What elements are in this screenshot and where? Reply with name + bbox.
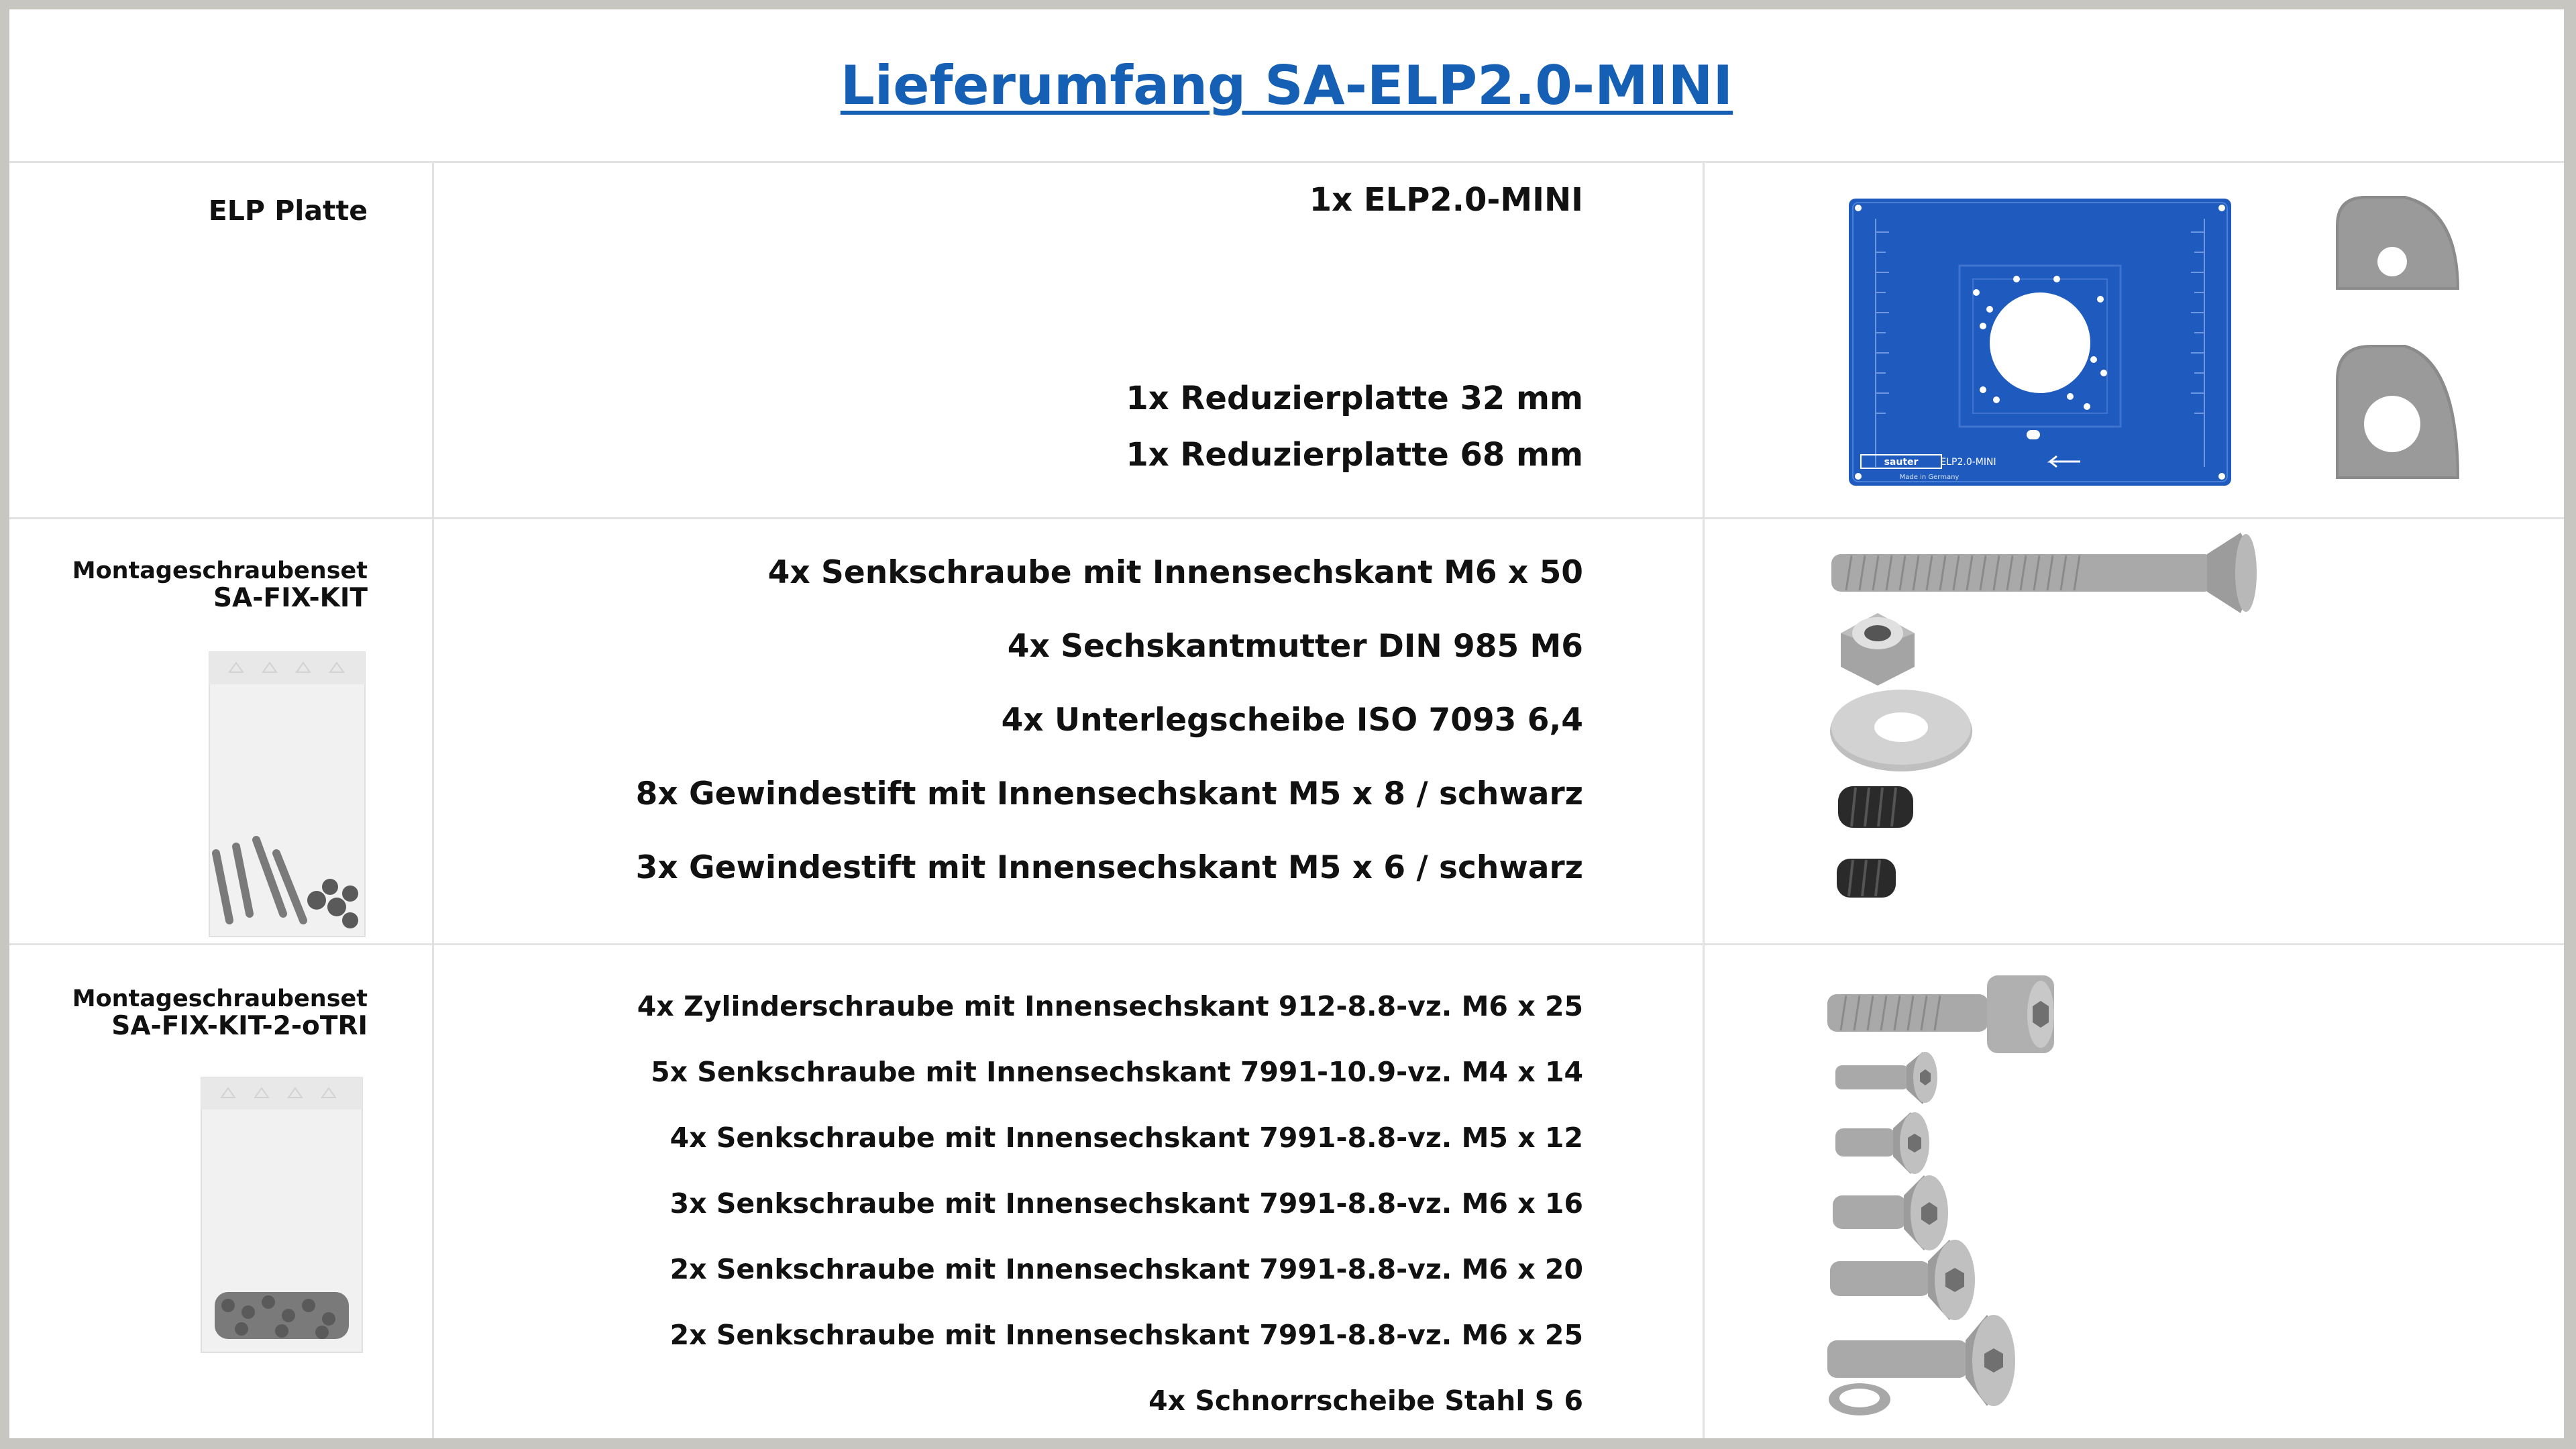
list-item: 4x Zylinderschraube mit Innensechskant 912-8.8-vz. M6 x 25 [637, 990, 1583, 1022]
row-divider [9, 943, 2564, 945]
set-screw-m5x6-image [1834, 855, 1901, 902]
list-item: 1x Reduzierplatte 32 mm [1126, 380, 1583, 417]
set-screw-m5x8-image [1835, 781, 1920, 835]
row-divider [9, 161, 2564, 163]
serrated-washer-image [1826, 1381, 1893, 1418]
list-item: 4x Sechskantmutter DIN 985 M6 [1007, 628, 1583, 665]
section-label-line-2: SA-FIX-KIT [213, 583, 368, 613]
document-sheet [9, 9, 2564, 1438]
hex-nut-image [1827, 606, 1928, 687]
list-item: 3x Senkschraube mit Innensechskant 7991-8.8-vz. M6 x 16 [669, 1187, 1583, 1220]
cylinder-screw-m6x25-image [1826, 969, 2068, 1063]
countersunk-screw-m5x12-image [1834, 1110, 1935, 1177]
section-label-line-2: SA-FIX-KIT-2-oTRI [111, 1011, 368, 1041]
plate-made-in: Made in Germany [1899, 474, 1960, 481]
reducing-plate-68-image [2336, 345, 2459, 479]
title-area [9, 9, 2564, 161]
list-item: 1x Reduzierplatte 68 mm [1126, 436, 1583, 474]
countersunk-screw-m6x50-image [1825, 533, 2267, 613]
plate-brand: sauter [1884, 457, 1919, 468]
row-divider [9, 517, 2564, 519]
page-title: Lieferumfang SA-ELP2.0-MINI [840, 54, 1733, 117]
list-item: 4x Unterlegscheibe ISO 7093 6,4 [1001, 702, 1583, 739]
washer-image [1827, 687, 1979, 773]
section-label-line-1: Montageschraubenset [72, 985, 368, 1012]
list-item: 8x Gewindestift mit Innensechskant M5 x 8 / schwarz [635, 775, 1583, 812]
list-item: 4x Schnorrscheibe Stahl S 6 [1148, 1385, 1583, 1417]
list-item: 2x Senkschraube mit Innensechskant 7991-8.8-vz. M6 x 25 [669, 1319, 1583, 1351]
column-divider [1703, 161, 1705, 1438]
plate-model: ELP2.0-MINI [1940, 457, 1996, 468]
column-divider [432, 161, 434, 1438]
section-label: ELP Platte [208, 195, 368, 227]
screw-bag-image [209, 652, 365, 936]
list-item: 4x Senkschraube mit Innensechskant M6 x 50 [767, 554, 1583, 591]
reducing-plate-32-image [2336, 196, 2459, 290]
list-item: 5x Senkschraube mit Innensechskant 7991-10.9-vz. M4 x 14 [651, 1056, 1583, 1088]
list-item: 2x Senkschraube mit Innensechskant 7991-8.8-vz. M6 x 20 [669, 1253, 1583, 1285]
list-item: 1x ELP2.0-MINI [1309, 181, 1583, 219]
countersunk-screw-m4x14-image [1834, 1049, 1941, 1106]
section-label-line-1: Montageschraubenset [72, 557, 368, 584]
elp-plate-image [1849, 199, 2231, 486]
list-item: 4x Senkschraube mit Innensechskant 7991-8.8-vz. M5 x 12 [669, 1122, 1583, 1154]
list-item: 3x Gewindestift mit Innensechskant M5 x 6 / schwarz [635, 849, 1583, 886]
screw-bag-image [201, 1077, 362, 1352]
